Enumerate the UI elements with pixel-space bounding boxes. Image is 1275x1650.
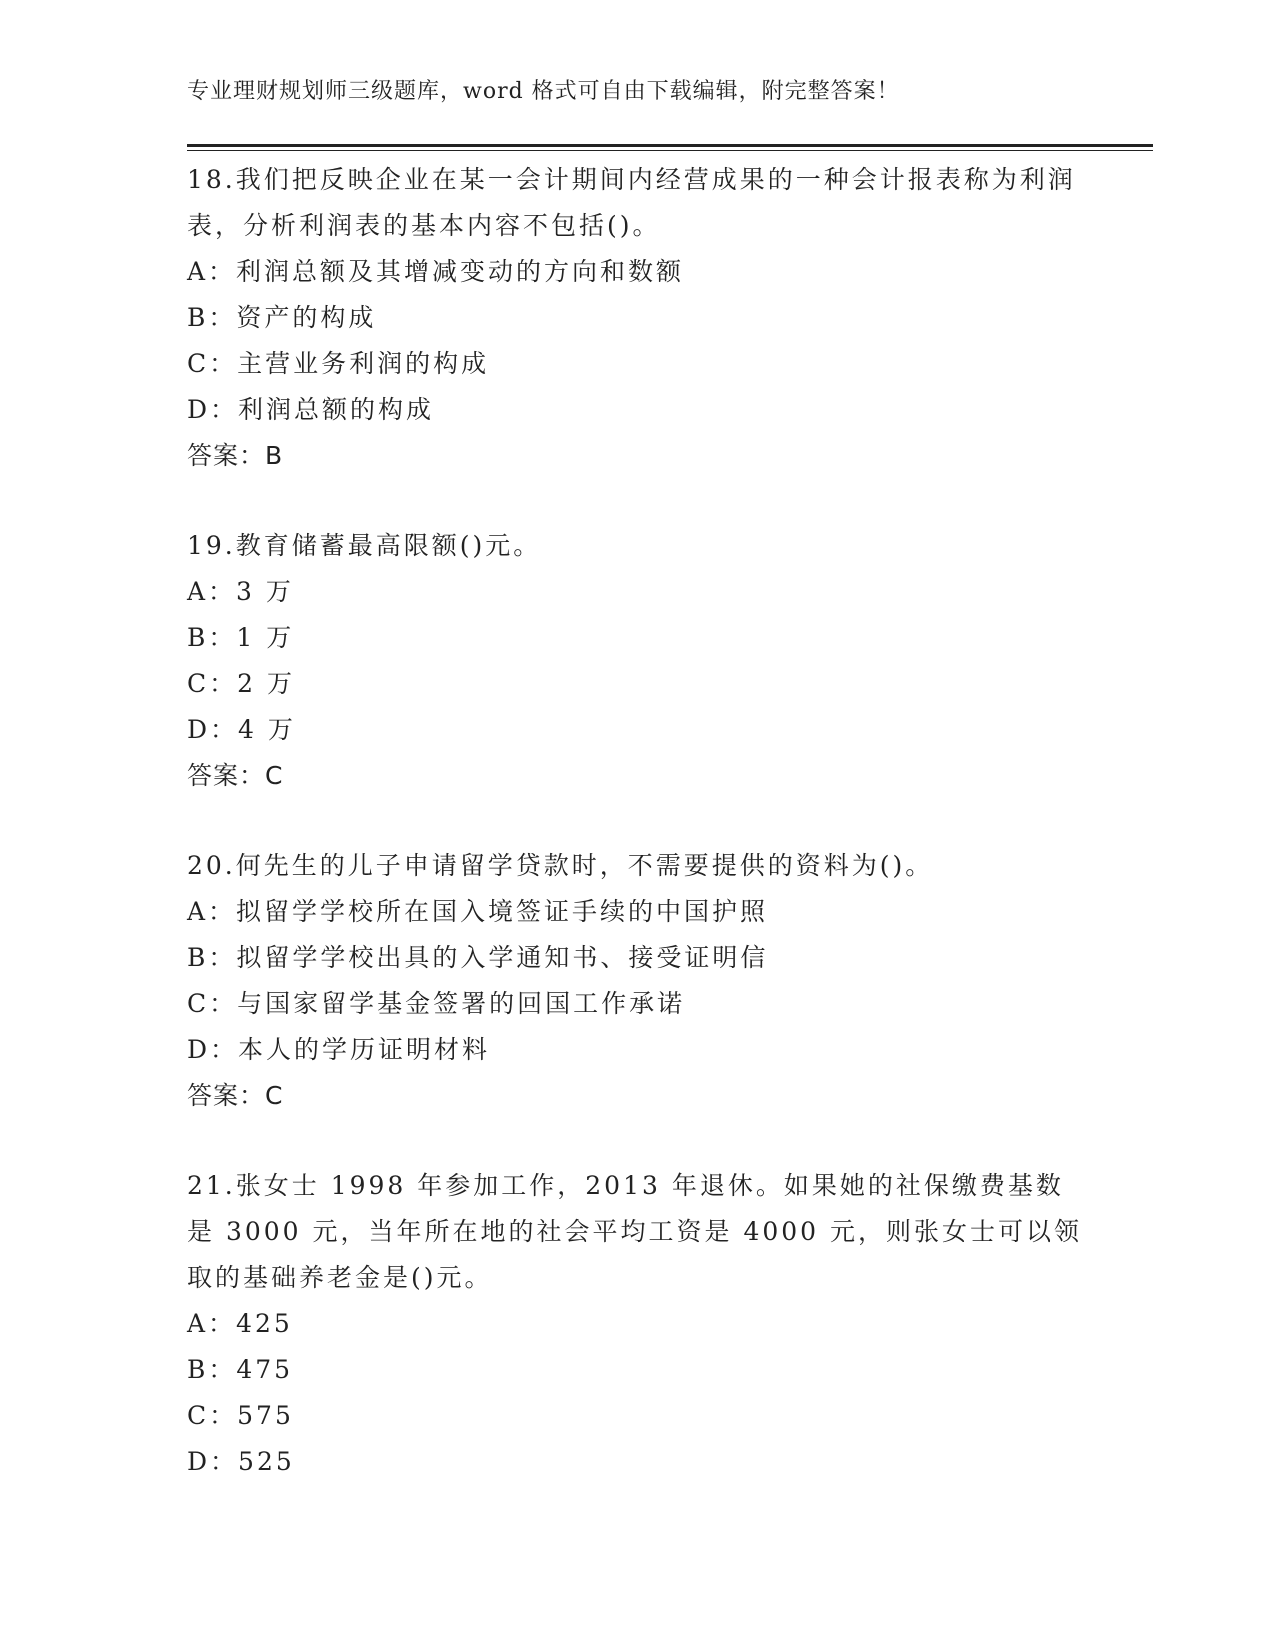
question-18 [187,157,1087,479]
question-20 [187,843,1087,1119]
header-rule-thin [187,150,1153,151]
page-header: 专业理财规划师三级题库，word 格式可自由下载编辑，附完整答案！ [187,79,900,104]
question-text: 21.张女士 1998 年参加工作，2013 年退休。如果她的社保缴费基数是 3000 元，当年所在地的社会平均工资是 4000 元，则张女士可以领取的基础养老金是()元。 [187,1171,1083,1292]
option-a: A：拟留学学校所在国入境签证手续的中国护照 [187,897,769,926]
option-d: D：525 [187,1447,295,1476]
answer: 答案：C [187,1081,284,1110]
question-list [187,157,1087,1485]
option-c: C：2 万 [187,669,295,698]
question-text: 20.何先生的儿子申请留学贷款时，不需要提供的资料为()。 [187,851,934,880]
option-a: A：425 [187,1309,293,1338]
question-spacer [187,1119,1087,1163]
question-19 [187,523,1087,799]
option-a: A：利润总额及其增减变动的方向和数额 [187,257,685,286]
option-c: C：主营业务利润的构成 [187,349,490,378]
question-spacer [187,479,1087,523]
header-rule-thick [187,144,1153,147]
option-d: D：本人的学历证明材料 [187,1035,491,1064]
option-b: B：475 [187,1355,294,1384]
question-text: 19.教育储蓄最高限额()元。 [187,531,542,560]
option-d: D：利润总额的构成 [187,395,435,424]
answer: 答案：B [187,441,284,470]
question-spacer [187,799,1087,843]
option-c: C：与国家留学基金签署的回国工作承诺 [187,989,686,1018]
question-text: 18.我们把反映企业在某一会计期间内经营成果的一种会计报表称为利润表，分析利润表的基本内容不包括()。 [187,165,1076,240]
option-b: B：1 万 [187,623,295,652]
option-b: B：拟留学学校出具的入学通知书、接受证明信 [187,943,769,972]
question-21 [187,1163,1087,1485]
option-c: C：575 [187,1401,294,1430]
option-b: B：资产的构成 [187,303,377,332]
option-d: D：4 万 [187,715,296,744]
answer: 答案：C [187,761,284,790]
option-a: A：3 万 [187,577,294,606]
